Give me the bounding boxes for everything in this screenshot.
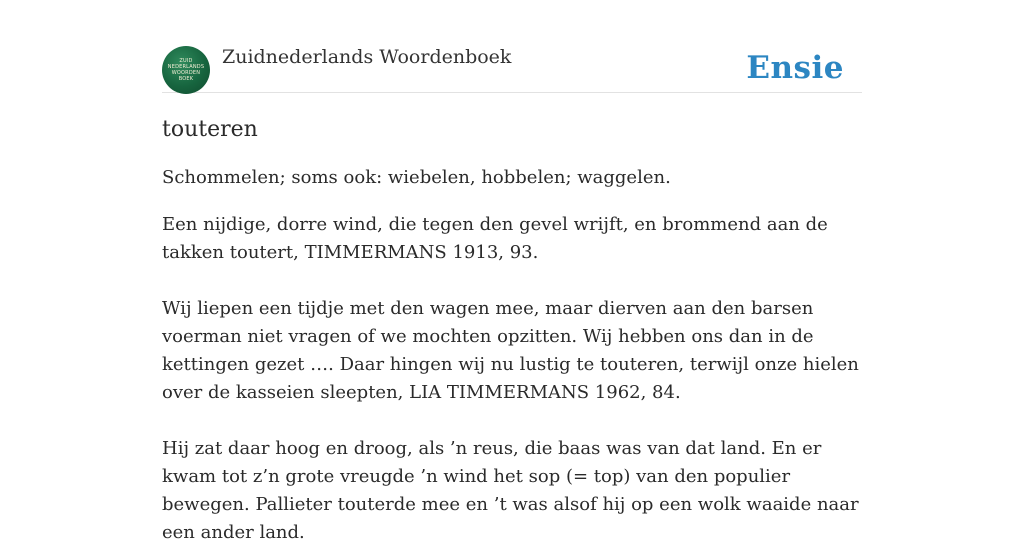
dictionary-logo[interactable] [162, 46, 210, 94]
page [162, 0, 862, 547]
quote-2: Wij liepen een tijdje met den wagen mee, maar dierven aan den barsen voerman niet vragen of we mochten opzitten. Wij hebben ons dan in de kettingen gezet …. Daar hingen wij nu lustig te touteren, terwijl onze hielen over de kasseien sleepten, LIA TIMMERMANS 1962, 84. [162, 298, 859, 403]
headword: touteren [162, 117, 258, 142]
header [162, 0, 862, 93]
logo-text-line-3: WOORDEN [171, 70, 201, 76]
quote-3: Hij zat daar hoog en droog, als ’n reus, die baas was van dat land. En er kwam tot z’n grote vreugde ’n wind het sop (= top) van den populier bewegen. Pallieter touterde mee en ’t was alsof hij op een wolk waaide naar een ander land. [162, 438, 859, 543]
ensie-brand-link[interactable]: Ensie [746, 50, 844, 86]
definition: Schommelen; soms ook: wiebelen, hobbelen; waggelen. [162, 167, 671, 188]
logo-text-line-4: BOEK [178, 76, 194, 82]
logo-text-line-2: NEDERLANDS [167, 64, 205, 70]
site-title-link[interactable]: Zuidnederlands Woordenboek [222, 46, 512, 68]
quote-1: Een nijdige, dorre wind, die tegen den gevel wrijft, en brommend aan de takken toutert, TIMMERMANS 1913, 93. [162, 214, 828, 263]
logo-text-line-1: ZUID [179, 58, 193, 64]
